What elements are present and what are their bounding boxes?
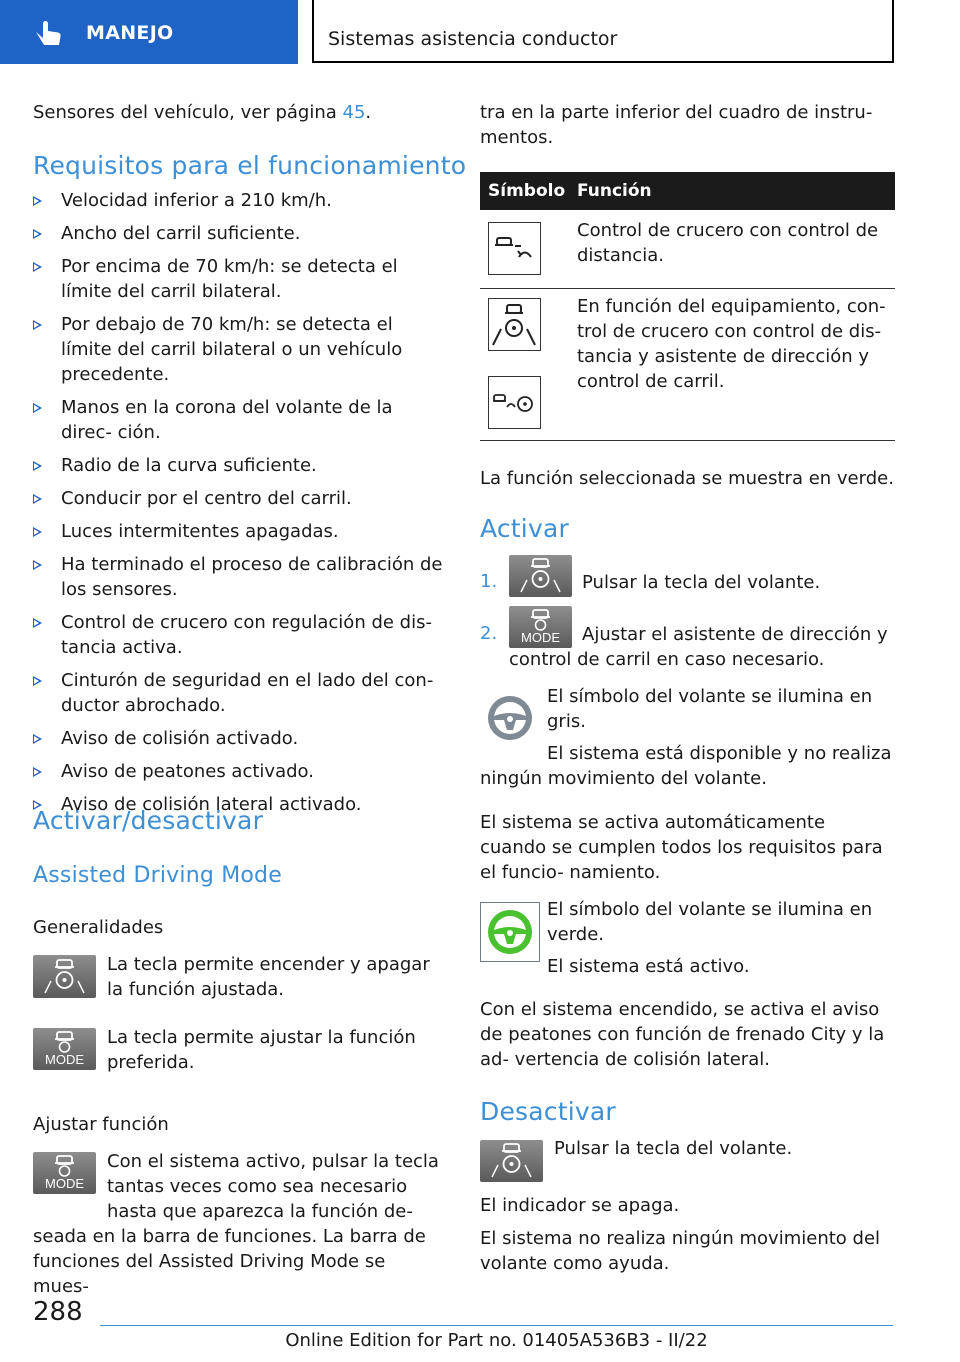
list-item-text: Cinturón de seguridad en el lado del con- ductor abrochado. (61, 670, 434, 716)
deactivate-text: Pulsar la tecla del volante. (554, 1138, 793, 1159)
steering-assist-button-icon (480, 1140, 543, 1182)
list-item-text: Manos en la corona del volante de la direc- ción. (61, 397, 393, 443)
list-item (33, 312, 448, 387)
list-item (33, 668, 448, 718)
activate-heading: Activar (480, 514, 569, 543)
list-item (33, 395, 448, 445)
list-item (33, 552, 448, 602)
chapter-title: Sistemas asistencia conductor (328, 28, 618, 50)
green-wheel-text: El símbolo del volante se ilumina en verde. (547, 899, 873, 945)
cruise-steering-symbol-icon (488, 376, 541, 429)
auto-activation-text: El sistema se activa automáticamente cuando se cumplen todos los requisitos para el funcio- namiento. (480, 812, 883, 883)
list-item (33, 759, 448, 784)
green-wheel-text-2: El sistema está activo. (547, 956, 750, 977)
requirements-list (33, 188, 448, 825)
mode-label: MODE (45, 1176, 84, 1191)
bullet-triangle-icon (33, 767, 42, 777)
deactivate-heading: Desactivar (480, 1097, 616, 1126)
selected-function-text: La función seleccionada se muestra en verde. (480, 468, 894, 489)
list-item (33, 453, 448, 478)
activate-deactivate-heading: Activar/desactivar (33, 806, 264, 835)
table-row-2-text: En función del equipamiento, con- trol de crucero con control de dis- tancia y asistente de dirección y control de carril. (577, 296, 886, 392)
bullet-triangle-icon (33, 560, 42, 570)
col-function-header: Función (577, 181, 652, 201)
cruise-control-symbol-icon (488, 222, 541, 275)
steering-assist-button-icon (33, 955, 96, 998)
list-item (33, 254, 448, 304)
list-item (33, 188, 448, 213)
list-item (33, 610, 448, 660)
step-2-text-b: control de carril en caso necesario. (509, 649, 825, 670)
step-2-number: 2. (480, 623, 498, 644)
page-link[interactable]: 45 (342, 102, 366, 123)
list-item (33, 221, 448, 246)
bullet-triangle-icon (33, 527, 42, 537)
mode-button-icon (33, 1028, 96, 1070)
bullet-triangle-icon (33, 229, 42, 239)
assisted-driving-mode-heading: Assisted Driving Mode (33, 863, 282, 888)
list-item-text: Control de crucero con regulación de dis- tancia activa. (61, 612, 432, 658)
steering-assist-button-icon (509, 555, 572, 597)
step-1-text: Pulsar la tecla del volante. (582, 572, 821, 593)
bullet-triangle-icon (33, 403, 42, 413)
bullet-triangle-icon (33, 676, 42, 686)
list-item (33, 726, 448, 751)
list-item (33, 519, 448, 544)
general-text-2: La tecla permite ajustar la función preferida. (107, 1027, 416, 1073)
list-item-text: Aviso de colisión activado. (61, 728, 299, 749)
adjust-text-2: seada en la barra de funciones. La barra de funciones del Assisted Driving Mode se mues- (33, 1226, 426, 1297)
steering-assist-symbol-icon (488, 298, 541, 351)
step-1-number: 1. (480, 571, 498, 592)
grey-steering-wheel-icon (480, 688, 540, 748)
bullet-triangle-icon (33, 494, 42, 504)
general-text-1: La tecla permite encender y apagar la función ajustada. (107, 954, 430, 1000)
list-item-text: Aviso de colisión lateral activado. (61, 794, 362, 815)
list-item-text: Por debajo de 70 km/h: se detecta el límite del carril bilateral o un vehículo precedente. (61, 314, 403, 385)
bullet-triangle-icon (33, 262, 42, 272)
no-movement-text: El sistema no realiza ningún movimiento del volante como ayuda. (480, 1228, 881, 1274)
adjust-subheading: Ajustar función (33, 1114, 169, 1135)
grey-wheel-text-2b: ningún movimiento del volante. (480, 768, 767, 789)
step-2-text-a: Ajustar el asistente de dirección y (582, 624, 888, 645)
page-number: 288 (33, 1297, 83, 1327)
table-header (480, 172, 895, 210)
grey-wheel-text: El símbolo del volante se ilumina en gris. (547, 686, 873, 732)
list-item (33, 486, 448, 511)
requirements-heading: Requisitos para el funcionamiento (33, 151, 467, 180)
grey-wheel-text-2a: El sistema está disponible y no realiza (547, 743, 892, 764)
mode-label: MODE (521, 630, 560, 645)
city-braking-text: Con el sistema encendido, se activa el aviso de peatones con función de frenado City y la ad- vertencia de colisión lateral. (480, 999, 885, 1070)
list-item-text: Aviso de peatones activado. (61, 761, 314, 782)
left-column (33, 0, 467, 1297)
adjust-text-1: Con el sistema activo, pulsar la tecla tantas veces como sea necesario hasta que aparezca la función de- (107, 1151, 439, 1222)
table-divider (480, 440, 895, 441)
list-item-text: Velocidad inferior a 210 km/h. (61, 190, 332, 211)
mode-button-icon (509, 606, 572, 648)
col-symbol-header: Símbolo (488, 181, 566, 201)
table-divider (480, 288, 895, 289)
indicator-off-text: El indicador se apaga. (480, 1195, 680, 1216)
list-item-text: Por encima de 70 km/h: se detecta el límite del carril bilateral. (61, 256, 398, 302)
bullet-triangle-icon (33, 320, 42, 330)
table-row-1-text: Control de crucero con control de distancia. (577, 220, 879, 266)
bullet-triangle-icon (33, 196, 42, 206)
green-steering-wheel-icon (480, 902, 540, 962)
list-item-text: Conducir por el centro del carril. (61, 488, 352, 509)
list-item-text: Luces intermitentes apagadas. (61, 521, 339, 542)
bullet-triangle-icon (33, 461, 42, 471)
green-wheel-tile (480, 902, 540, 962)
continuation-text: tra en la parte inferior del cuadro de instru- mentos. (480, 102, 873, 148)
bullet-triangle-icon (33, 618, 42, 628)
edition-text: Online Edition for Part no. 01405A536B3 - II/22 (285, 1330, 708, 1351)
list-item-text: Ancho del carril suficiente. (61, 223, 301, 244)
list-item-text: Radio de la curva suficiente. (61, 455, 317, 476)
mode-label: MODE (45, 1052, 84, 1067)
list-item-text: Ha terminado el proceso de calibración de los sensores. (61, 554, 443, 600)
general-subheading: Generalidades (33, 917, 164, 938)
mode-button-icon (33, 1152, 96, 1194)
intro-text: Sensores del vehículo, ver página 45. (33, 102, 372, 123)
section-label: MANEJO (86, 22, 174, 44)
bullet-triangle-icon (33, 734, 42, 744)
